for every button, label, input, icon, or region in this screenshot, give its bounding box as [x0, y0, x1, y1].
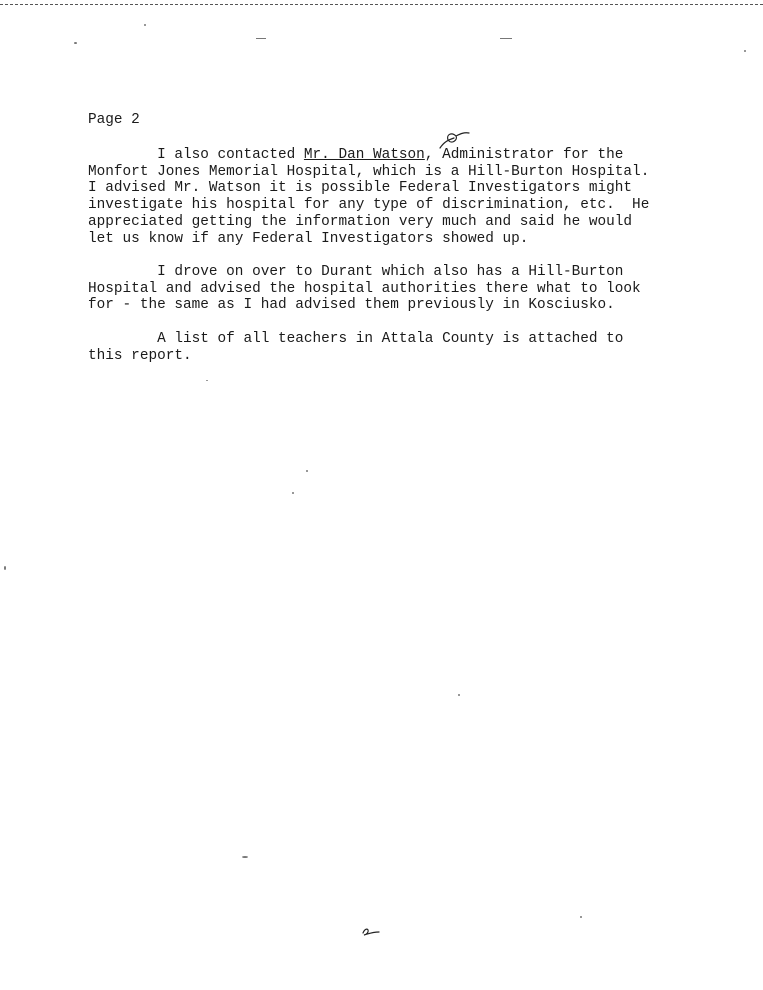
text-line: A list of all teachers in Attala County is attached to [88, 331, 624, 347]
text-line: I drove on over to Durant which also has a Hill-Burton [88, 264, 624, 280]
scan-speck [4, 566, 6, 570]
scan-speck [500, 38, 512, 39]
scan-speck [206, 380, 208, 381]
handwritten-page-mark [360, 924, 382, 938]
text-line: this report. [88, 347, 192, 364]
underlined-name: Mr. Dan Watson [303, 147, 425, 163]
scan-speck [306, 470, 308, 472]
scan-speck [292, 492, 294, 494]
scan-speck [144, 24, 146, 26]
scan-speck [580, 916, 582, 918]
paragraph-2 [88, 264, 641, 314]
text-line [88, 147, 649, 164]
text-line: I advised Mr. Watson it is possible Federal Investigators might [88, 180, 633, 197]
paragraph-1 [88, 147, 649, 247]
scan-speck [74, 42, 77, 44]
text-line: let us know if any Federal Investigators showed up. [88, 230, 529, 247]
text-line: investigate his hospital for any type of discrimination, etc. He [88, 197, 650, 214]
page-label: Page 2 [88, 112, 140, 128]
text-segment: , Administrator for the [424, 147, 624, 163]
text-line: Monfort Jones Memorial Hospital, which is a Hill-Burton Hospital. [88, 163, 650, 180]
scan-speck [458, 694, 460, 696]
paragraph-3 [88, 331, 623, 364]
handwritten-mark [436, 128, 472, 154]
text-segment: I also contacted [88, 147, 304, 163]
text-line: for - the same as I had advised them previously in Kosciusko. [88, 297, 615, 314]
page-top-edge [0, 4, 763, 5]
scan-speck [256, 38, 266, 39]
text-line: Hospital and advised the hospital authorities there what to look [88, 280, 641, 297]
text-line: appreciated getting the information very much and said he would [88, 213, 633, 230]
scan-speck [242, 856, 248, 858]
scan-speck [744, 50, 746, 52]
